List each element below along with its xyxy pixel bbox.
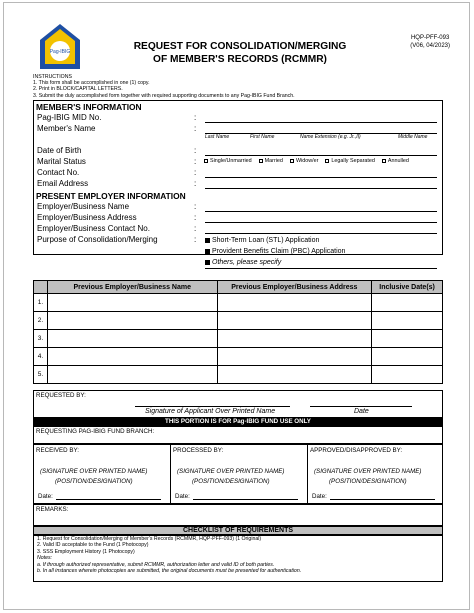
table-row: 3. bbox=[34, 330, 443, 348]
table-row: 2. bbox=[34, 312, 443, 330]
processed-pos-caption: (POSITION/DESIGNATION) bbox=[192, 478, 270, 485]
note-item: a. If through authorized representative, submit RCMMR, authorization letter and valid ID of both parties. bbox=[37, 561, 275, 568]
employer-info-title: PRESENT EMPLOYER INFORMATION bbox=[36, 191, 186, 201]
dob-input[interactable] bbox=[205, 155, 437, 156]
purpose-others-input[interactable] bbox=[205, 268, 437, 269]
applicant-signature-line[interactable] bbox=[135, 406, 290, 407]
marital-status-label: Marital Status bbox=[37, 157, 86, 166]
approved-pos-caption: (POSITION/DESIGNATION) bbox=[329, 478, 407, 485]
branch-label: REQUESTING PAG-IBIG FUND BRANCH: bbox=[36, 428, 155, 435]
checklist-item: 1. Request for Consolidation/Merging of Member's Records (RCMMR, HQP-PFF-093) (1 Original) bbox=[37, 536, 262, 542]
employer-name-input[interactable] bbox=[205, 211, 437, 212]
table-row: 1. bbox=[34, 294, 443, 312]
received-pos-caption: (POSITION/DESIGNATION) bbox=[55, 478, 133, 485]
dob-label: Date of Birth bbox=[37, 146, 82, 155]
marital-option-married[interactable]: Married bbox=[259, 158, 283, 164]
member-info-title: MEMBER'S INFORMATION bbox=[36, 102, 142, 112]
instruction-item: 2. Print in BLOCK/CAPITAL LETTERS. bbox=[33, 86, 123, 93]
form-code bbox=[410, 34, 450, 50]
table-row: 4. bbox=[34, 348, 443, 366]
purpose-option-pbc[interactable]: Provident Benefits Claim (PBC) Application bbox=[205, 247, 345, 256]
title-line-2: OF MEMBER'S RECORDS (RCMMR) bbox=[153, 54, 327, 65]
remarks-label: REMARKS: bbox=[36, 506, 69, 513]
approved-sig-caption: (SIGNATURE OVER PRINTED NAME) bbox=[314, 468, 422, 475]
received-date-label: Date: bbox=[38, 493, 53, 500]
email-input[interactable] bbox=[205, 188, 437, 189]
checklist-title: CHECKLIST OF REQUIREMENTS bbox=[33, 526, 443, 535]
employer-name-label: Employer/Business Name bbox=[37, 202, 130, 211]
mid-label: Pag-IBIG MID No. bbox=[37, 113, 102, 122]
signature-caption: Signature of Applicant Over Printed Name bbox=[145, 408, 276, 415]
email-label: Email Address bbox=[37, 179, 89, 188]
processed-by-label: PROCESSED BY: bbox=[173, 447, 224, 454]
remarks-box[interactable] bbox=[33, 504, 443, 526]
employer-address-label: Employer/Business Address bbox=[37, 213, 137, 222]
received-date-input[interactable] bbox=[56, 499, 161, 500]
processed-date-label: Date: bbox=[175, 493, 190, 500]
request-date-line[interactable] bbox=[310, 406, 412, 407]
instructions-heading: INSTRUCTIONS bbox=[33, 74, 72, 80]
col-employer-name: Previous Employer/Business Name bbox=[47, 281, 217, 294]
mid-input[interactable] bbox=[205, 122, 437, 123]
employer-contact-label: Employer/Business Contact No. bbox=[37, 224, 150, 233]
marital-option-widow[interactable]: Widow/er bbox=[290, 158, 318, 164]
checkbox-icon bbox=[205, 249, 210, 254]
middle-name-caption: Middle Name bbox=[398, 134, 428, 140]
processed-date-input[interactable] bbox=[193, 499, 298, 500]
col-employer-address: Previous Employer/Business Address bbox=[217, 281, 372, 294]
employer-contact-input[interactable] bbox=[205, 233, 437, 234]
processed-sig-caption: (SIGNATURE OVER PRINTED NAME) bbox=[177, 468, 285, 475]
instruction-item: 3. Submit the duly accomplished form together with required supporting documents to any Pag-IBIG Fund Branch. bbox=[33, 92, 295, 99]
checklist-items bbox=[37, 536, 442, 574]
note-item: b. In all instances wherein photocopies are submitted, the original documents must be presented for authentication. bbox=[37, 568, 302, 575]
last-name-caption: Last Name bbox=[205, 134, 230, 140]
previous-employer-table bbox=[33, 280, 443, 384]
approved-date-label: Date: bbox=[312, 493, 327, 500]
marital-option-single[interactable]: Single/Unmarried bbox=[204, 158, 252, 164]
form-title bbox=[100, 40, 380, 66]
title-line-1: REQUEST FOR CONSOLIDATION/MERGING bbox=[133, 41, 347, 52]
logo-text: Pag-IBIG bbox=[49, 49, 71, 55]
checklist-item: 2. Valid ID acceptable to the Fund (1 Photocopy) bbox=[37, 542, 149, 549]
col-inclusive-dates: Inclusive Date(s) bbox=[372, 281, 443, 294]
employer-address-input[interactable] bbox=[205, 222, 437, 223]
marital-status-options bbox=[204, 158, 409, 164]
contact-input[interactable] bbox=[205, 177, 437, 178]
purpose-label: Purpose of Consolidation/Merging bbox=[37, 235, 158, 244]
pag-ibig-logo bbox=[38, 22, 82, 72]
requested-by-label: REQUESTED BY: bbox=[36, 392, 86, 399]
checkbox-icon bbox=[205, 260, 210, 265]
date-caption: Date bbox=[354, 408, 369, 415]
first-name-caption: First Name bbox=[250, 134, 275, 140]
approved-by-label: APPROVED/DISAPPROVED BY: bbox=[310, 447, 403, 454]
checklist-item: 3. SSS Employment History (1 Photocopy) bbox=[37, 548, 135, 555]
name-label: Member's Name bbox=[37, 124, 96, 133]
approved-date-input[interactable] bbox=[330, 499, 435, 500]
contact-label: Contact No. bbox=[37, 168, 80, 177]
form-version: (V06, 04/2023) bbox=[410, 43, 450, 49]
notes-label: Notes: bbox=[37, 555, 52, 562]
name-extension-caption: Name Extension (e.g. Jr.,II) bbox=[300, 134, 361, 140]
instruction-item: 1. This form shall be accomplished in one (1) copy. bbox=[33, 80, 150, 87]
fund-use-bar: THIS PORTION IS FOR Pag-IBIG FUND USE ONLY bbox=[33, 418, 443, 426]
purpose-option-others[interactable]: Others, please specify bbox=[205, 258, 281, 267]
received-sig-caption: (SIGNATURE OVER PRINTED NAME) bbox=[40, 468, 148, 475]
purpose-option-stl[interactable]: Short-Term Loan (STL) Application bbox=[205, 236, 319, 245]
table-row: 5. bbox=[34, 366, 443, 384]
checkbox-icon bbox=[205, 238, 210, 243]
marital-option-annulled[interactable]: Annulled bbox=[382, 158, 409, 164]
received-by-label: RECEIVED BY: bbox=[36, 447, 79, 454]
marital-option-separated[interactable]: Legally Separated bbox=[325, 158, 374, 164]
instructions bbox=[33, 74, 453, 99]
form-code-number: HQP-PFF-093 bbox=[410, 35, 450, 41]
